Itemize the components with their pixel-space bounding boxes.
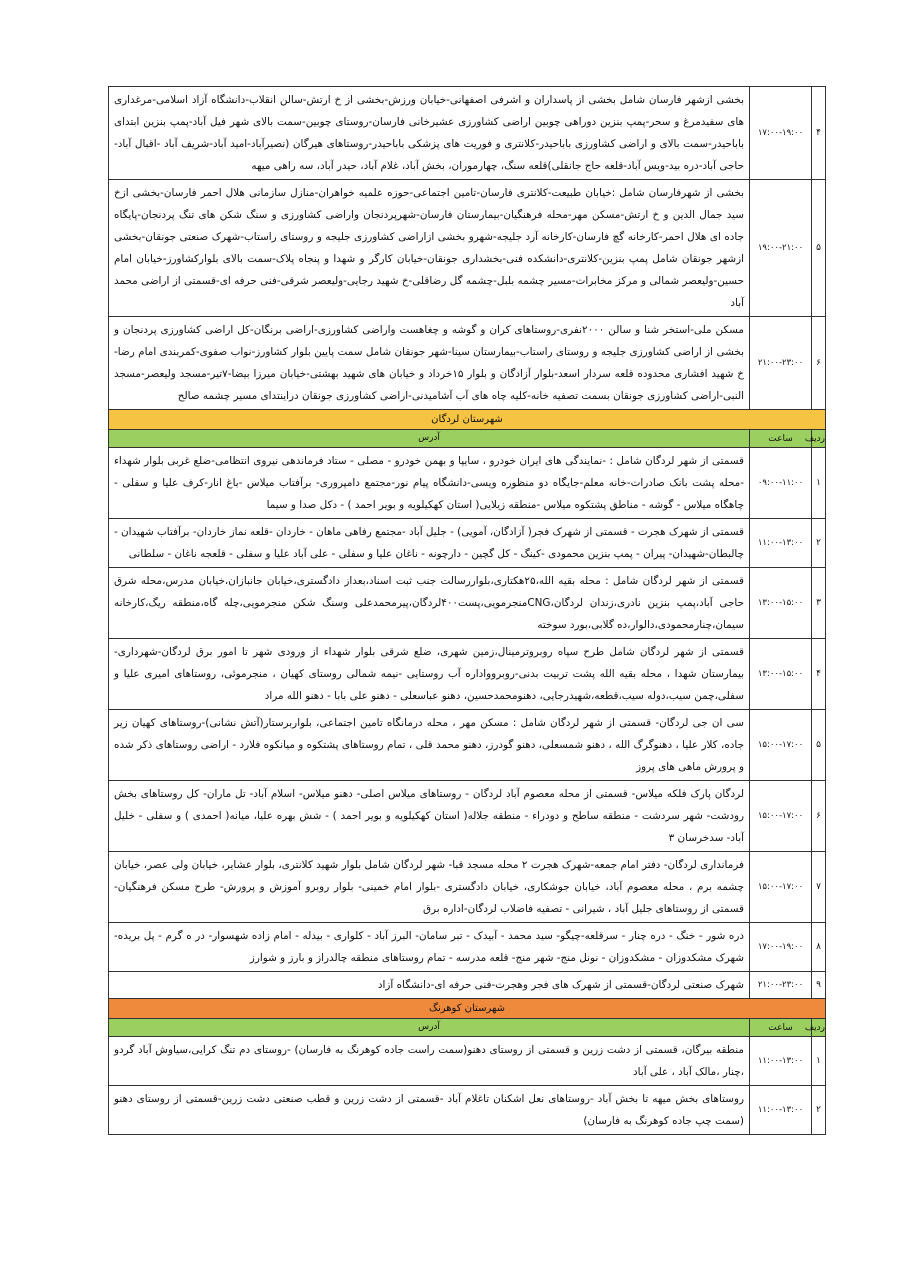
address-text: بخشی از شهرفارسان شامل :خیابان طبیعت-کلانتری فارسان-تامین اجتماعی-حوزه علمیه خواهران-منازل سازمانی هلال احمر فارسان-بخشی ازخ سید جمال الدین و خ ارتش-مسکن مهر-محله فرهنگیان-بیمارستان فارسان-شهرپردنجان واراضی کشاورزی و سنگ شکن های تنگ پردنجان-پایگاه جاده ای هلال احمر-کارخانه گچ فارسان-کارخانه آرد جلیجه-شهرو بخشی ازاراضی کشاورزی جلیجه و روستای راستاب-شهرک صنعتی جونقان-بخشی ازشهر جونقان شامل پمپ بنزین-کلانتری-دانشکده فنی-بخشداری جونقان-خیابان کارگر و شهدا و پنجاه پلاک-سمت بالای بلوارکشاورز-خیابان امام حسین-ولیعصر شمالی و مرکز مخابرات-مسیر چشمه بلبل-چشمه گل رضاقلی-خ شهید رجایی-ولیعصر شرقی-فنی حرفه ای-قسمتی از اراضی محمد آباد xyxy=(109,180,750,317)
time-range: ۱۳:۰۰-۱۵:۰۰ xyxy=(750,639,812,710)
address-text: منطقه بیرگان، قسمتی از دشت زرین و قسمتی از روستای دهنو(سمت راست جاده کوهرنگ به فارسان) -روستای دم تنگ کرایی،سیاوش آباد گردو ،چنار ،مالک آباد ، علی آباد xyxy=(109,1037,750,1086)
table-row xyxy=(109,923,826,972)
time-range: ۱۵:۰۰-۱۷:۰۰ xyxy=(750,852,812,923)
time-range: ۱۱:۰۰-۱۳:۰۰ xyxy=(750,1037,812,1086)
column-header-num: ردیف xyxy=(812,430,826,448)
table-row xyxy=(109,1086,826,1135)
section-title: شهرستان لردگان xyxy=(109,410,826,430)
row-number: ۸ xyxy=(812,923,826,972)
row-number: ۵ xyxy=(812,710,826,781)
table-row xyxy=(109,781,826,852)
address-text: قسمتی از شهر لردگان شامل طرح سپاه روبروترمینال،زمین شهری، ضلع شرقی بلوار شهداء از ورودی شهر تا امور برق لردگان-شهرداری- بیمارستان شهدا ، محله بقیه الله پشت تربیت بدنی-روبروواداره آب روستایی -نیمه شمالی روستای کهیان ، منجرموئی، روستاهای امیری علیا و سفلی،چمن سیب،دوله سیب،قطعه،شهیدرجایی، دهنومحمدحسین، دهنو عباسعلی - دهنو علی بابا - دهنو الله مراد xyxy=(109,639,750,710)
row-number: ۵ xyxy=(812,180,826,317)
row-number: ۴ xyxy=(812,639,826,710)
column-header-address: آدرس xyxy=(109,1019,750,1037)
address-text: قسمتی از شهر لردگان شامل : محله بقیه الله،۲۵هکتاری،بلواررسالت جنب ثبت اسناد،بعداز دادگستری،خیابان جانبازان،خیابان مدرس،محله شرق حاجی آباد،پمپ بنزین نادری،زندان لردگان،CNGمنجرمویی،پست۴۰۰لردگان،پیرمحمدعلی وسنگ شکن منجرمویی،چله گاه،منطقه ریگ،کارخانه سیمان،چنارمحمودی،دالوار،ده گلابی،بورد سوخته xyxy=(109,568,750,639)
row-number: ۶ xyxy=(812,317,826,410)
time-range: ۱۹:۰۰-۲۱:۰۰ xyxy=(750,180,812,317)
time-range: ۱۱:۰۰-۱۳:۰۰ xyxy=(750,1086,812,1135)
address-text: شهرک صنعتی لردگان-قسمتی از شهرک های فجر وهجرت-فنی حرفه ای-دانشگاه آزاد xyxy=(109,972,750,999)
table-row xyxy=(109,87,826,180)
address-text: سی ان جی لردگان- قسمتی از شهر لردگان شامل : مسکن مهر ، محله درمانگاه تامین اجتماعی، بلواربرستار(آتش نشانی)-روستاهای کهیان زیر جاده، کلار علیا ، دهنوگرگ الله ، دهنو شمسعلی، دهنو گودرز، دهنو محمد قلی ، تمام روستاهای پشتکوه و میانکوه فلارد - اراضی روستاهای ذکر شده و پرورش ماهی های پروز xyxy=(109,710,750,781)
address-text: روستاهای بخش میهه تا بخش آباد -روستاهای نعل اشکنان تاغلام آباد -قسمتی از دشت زرین و قطب صنعتی دشت زرین-قسمتی از روستای دهنو (سمت چپ جاده کوهرنگ به فارسان) xyxy=(109,1086,750,1135)
table-row xyxy=(109,1037,826,1086)
time-range: ۱۷:۰۰-۱۹:۰۰ xyxy=(750,923,812,972)
address-text: فرمانداری لردگان- دفتر امام جمعه-شهرک هجرت ۲ محله مسجد قبا- شهر لردگان شامل بلوار شهید کلانتری، بلوار عشایر، خیابان ولی عصر، خیابان چشمه برم ، محله معصوم آباد، خیابان جوشکاری، خیابان دادگستری -بلوار امام خمینی- بلوار روبرو آموزش و پرورش- طرح مسکن فرهنگیان-قسمتی از روستاهای جلیل آباد ، شیرانی - تصفیه فاضلاب لردگان-اداره برق xyxy=(109,852,750,923)
column-header-num: ردیف xyxy=(812,1019,826,1037)
column-header-row xyxy=(109,430,826,448)
row-number: ۱ xyxy=(812,448,826,519)
table-row xyxy=(109,972,826,999)
time-range: ۲۱:۰۰-۲۳:۰۰ xyxy=(750,972,812,999)
time-range: ۱۵:۰۰-۱۷:۰۰ xyxy=(750,710,812,781)
section-title-row xyxy=(109,999,826,1019)
table-row xyxy=(109,317,826,410)
table-row xyxy=(109,852,826,923)
table-row xyxy=(109,180,826,317)
section-title: شهرستان کوهرنگ xyxy=(109,999,826,1019)
time-range: ۰۹:۰۰-۱۱:۰۰ xyxy=(750,448,812,519)
address-text: قسمتی از شهر لردگان شامل : -نمایندگی های ایران خودرو ، سایپا و بهمن خودرو - مصلی - ستاد فرماندهی نیروی انتظامی-ضلع غربی بلوار شهداء -محله پشت بانک صادرات-خانه معلم-جایگاه دو منظوره ویسی-دانشگاه پیام نور-مجتمع دامپروری- برآفتاب میلاس -باغ انار-کرف علیا و سفلی - چاهگاه میلاس - گوشه - مناطق پشتکوه میلاس -منطقه زیلایی( استان کهکیلویه و بویر احمد ) - دکل صدا و سیما xyxy=(109,448,750,519)
time-range: ۱۱:۰۰-۱۳:۰۰ xyxy=(750,519,812,568)
row-number: ۲ xyxy=(812,1086,826,1135)
outage-schedule-document xyxy=(108,86,826,1135)
address-text: لردگان پارک فلکه میلاس- قسمتی از محله معصوم آباد لردگان - روستاهای میلاس اصلی- دهنو میلاس- اسلام آباد- تل ماران- کل روستاهای بخش رودشت- شهر سردشت - منطقه ساطح و دودراء - منطقه جلاله( استان کهکیلویه و بویر احمد ) - شش بهره علیا، میانه( احمدی ) و سفلی - خلیل آباد- سدخرسان ۳ xyxy=(109,781,750,852)
table-row xyxy=(109,568,826,639)
column-header-row xyxy=(109,1019,826,1037)
section-title-row xyxy=(109,410,826,430)
row-number: ۶ xyxy=(812,781,826,852)
time-range: ۱۷:۰۰-۱۹:۰۰ xyxy=(750,87,812,180)
row-number: ۹ xyxy=(812,972,826,999)
address-text: مسکن ملی-استخر شنا و سالن ۲۰۰۰نفری-روستاهای کران و گوشه و چغاهست واراضی کشاورزی-اراضی برنگان-کل اراضی کشاورزی پردنجان و بخشی از اراضی کشاورزی جلیجه و روستای راستاب-بیمارستان سینا-شهر جونقان شامل سمت پایین بلوار کشاورز-نواب صفوی-کمربندی امام رضا-خ شهید افشاری محدوده قلعه سردار اسعد-بلوار آزادگان و بلوار ۱۵خرداد و خیابان های شهید بهشتی-خیابان میرزا بیضا-۷تیر-مسجد ولیعصر-مسجد النبی-اراضی کشاورزی جونقان بسمت تصفیه خانه-کلیه چاه های آب آشامیدنی-اراضی کشاورزی جونقان دراینتدای مسیر چشمه صالح xyxy=(109,317,750,410)
table-row xyxy=(109,710,826,781)
table-row xyxy=(109,448,826,519)
row-number: ۱ xyxy=(812,1037,826,1086)
row-number: ۳ xyxy=(812,568,826,639)
address-text: قسمتی از شهرک هجرت - قسمتی از شهرک فجر( آزادگان، آمویی) - جلیل آباد -مجتمع رفاهی ماهان - خاردان -قلعه نماز خاردان- برآفتاب شهیدان - چالبطان-شهیدان- پیران - پمپ بنزین محمودی -کینگ - کل گچین - دارچونه - ناغان علیا و سفلی - علی آباد علیا و سفلی - قلعجه ناغان - سلطانی xyxy=(109,519,750,568)
time-range: ۱۵:۰۰-۱۷:۰۰ xyxy=(750,781,812,852)
table-row xyxy=(109,639,826,710)
column-header-time: ساعت xyxy=(750,430,812,448)
time-range: ۲۱:۰۰-۲۳:۰۰ xyxy=(750,317,812,410)
column-header-time: ساعت xyxy=(750,1019,812,1037)
column-header-address: آدرس xyxy=(109,430,750,448)
row-number: ۲ xyxy=(812,519,826,568)
time-range: ۱۳:۰۰-۱۵:۰۰ xyxy=(750,568,812,639)
table-row xyxy=(109,519,826,568)
address-text: بخشی ازشهر فارسان شامل بخشی از پاسداران و اشرفی اصفهانی-خیابان ورزش-بخشی از خ ارتش-سالن انقلاب-دانشگاه آزاد اسلامی-مرغداری های سفیدمرغ و سحر-پمپ بنزین دوراهی چوبین اراضی کشاورزی عشیرخانی فارسان-روستای چوبین-سمت بالای شهر فیل آباد-پمپ بنزین ابتدای باباحیدر-سمت بالای و اراضی کشاورزی باباحیدر-کلانتری و فوریت های پزشکی باباحیدر-روستاهای هیرگان (نصیرآباد-امید آباد-شریف آباد -اقبال آباد-حاجی آباد-دره بید-ویس آباد-قلعه حاج جانقلی)قلعه سنگ، چهارموران، بخش آباد، غلام آباد، حیدر آباد، سه راهی میهه xyxy=(109,87,750,180)
outage-schedule-table xyxy=(108,86,826,1135)
row-number: ۴ xyxy=(812,87,826,180)
row-number: ۷ xyxy=(812,852,826,923)
address-text: دره شور - خنگ - دره چنار - سرقلعه-چیگو- سید محمد - آبیدک - تبر سامان- البرز آباد - کلواری - بیدله - امام زاده شهسوار- در ه گرم - پل بریده- شهرک مشکدوزان - مشکدوزان - نونل منج- شهر منج- قلعه مدرسه - تمام روستاهای منطقه چالدراز و بارز و شوارز xyxy=(109,923,750,972)
